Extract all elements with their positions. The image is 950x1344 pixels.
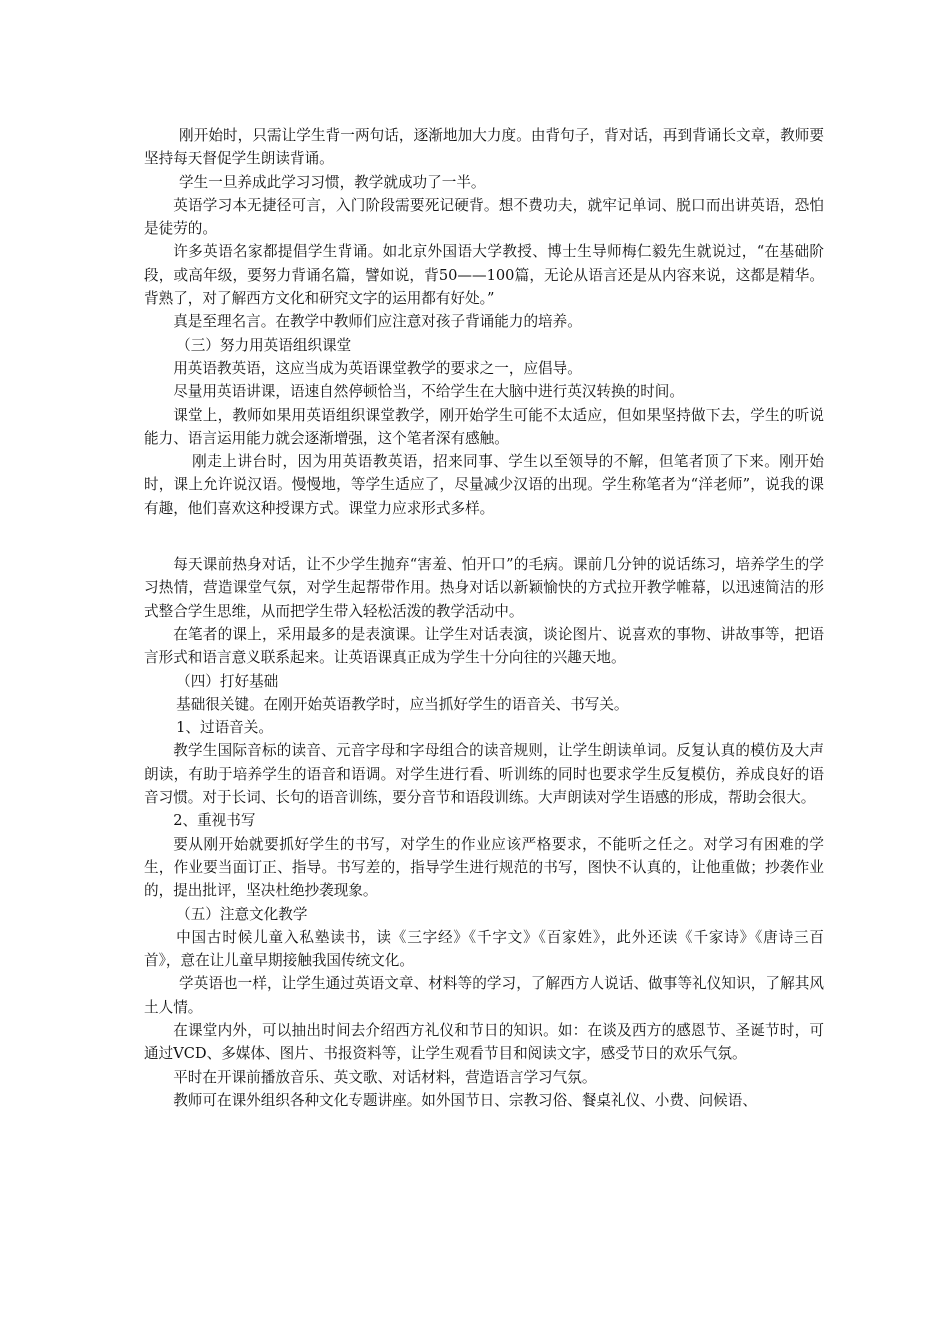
paragraph: 教师可在课外组织各种文化专题讲座。如外国节日、宗教习俗、餐桌礼仪、小费、问候语、	[173, 1091, 757, 1109]
paragraph: 基础很关键。在刚开始英语教学时，应当抓好学生的语音关、书写关。	[176, 695, 629, 713]
subsection-heading: 1、过语音关。	[176, 719, 273, 737]
paragraph: 课堂上，教师如果用英语组织课堂教学，刚开始学生可能不太适应，但如果坚持做下去，学生的听说能力、语言运用能力就会逐渐增强，这个笔者深有感触。	[144, 406, 824, 447]
paragraph: 学生一旦养成此学习习惯，教学就成功了一半。	[179, 173, 486, 191]
paragraph: 中国古时候儿童入私塾读书，读《三字经》《千字文》《百家姓》，此外还读《千家诗》《唐诗三百首》，意在让儿童早期接触我国传统文化。	[144, 928, 824, 970]
section-heading: （四）打好基础	[176, 672, 279, 690]
paragraph: 每天课前热身对话，让不少学生抛弃“害羞、怕开口”的毛病。课前几分钟的说话练习，培养学生的学习热情，营造课堂气氛，对学生起帮带作用。热身对话以新颖愉快的方式拉开教学帷幕，以迅速简洁的形式整合学生思维，从而把学生带入轻松活泼的教学活动中。	[144, 556, 824, 620]
paragraph: 许多英语名家都提倡学生背诵。如北京外国语大学教授、博士生导师梅仁毅先生就说过，“在基础阶段，或高年级，要努力背诵名篇，譬如说，背50——100篇，无论从语言还是从内容来说，这都是精华。背熟了，对了解西方文化和研究文字的运用都有好处。”	[144, 243, 824, 308]
section-heading: （五）注意文化教学	[176, 905, 308, 923]
paragraph: 尽量用英语讲课，语速自然停顿恰当，不给学生在大脑中进行英汉转换的时间。	[173, 383, 684, 401]
section-heading: （三）努力用英语组织课堂	[176, 336, 352, 354]
paragraph: 英语学习本无捷径可言，入门阶段需要死记硬背。想不费功夫，就牢记单词、脱口而出讲英语，恐怕是徒劳的。	[144, 196, 824, 238]
subsection-heading: 2、重视书写	[173, 812, 256, 830]
paragraph: 在笔者的课上，采用最多的是表演课。让学生对话表演，谈论图片、说喜欢的事物、讲故事等，把语言形式和语言意义联系起来。让英语课真正成为学生十分向往的兴趣天地。	[144, 625, 824, 667]
paragraph: 刚走上讲台时，因为用英语教英语，招来同事、学生以至领导的不解，但笔者顶了下来。刚开始时，课上允许说汉语。慢慢地，等学生适应了，尽量减少汉语的出现。学生称笔者为“洋老师”，说我的课有趣，他们喜欢这种授课方式。课堂力应求形式多样。	[144, 453, 824, 517]
paragraph: 教学生国际音标的读音、元音字母和字母组合的读音规则，让学生朗读单词。反复认真的模仿及大声朗读，有助于培养学生的语音和语调。对学生进行看、听训练的同时也要求学生反复模仿，养成良好的语音习惯。对于长词、长句的语音训练，要分音节和语段训练。大声朗读对学生语感的形成，帮助会很大。	[144, 742, 824, 807]
blank-line	[144, 520, 824, 553]
paragraph: 在课堂内外，可以抽出时间去介绍西方礼仪和节日的知识。如：在谈及西方的感恩节、圣诞节时，可通过VCD、多媒体、图片、书报资料等，让学生观看节目和阅读文字，感受节日的欢乐气氛。	[144, 1021, 824, 1063]
paragraph: 学英语也一样，让学生通过英语文章、材料等的学习，了解西方人说话、做事等礼仪知识，了解其风土人情。	[144, 975, 824, 1016]
paragraph: 要从刚开始就要抓好学生的书写，对学生的作业应该严格要求，不能听之任之。对学习有困难的学生，作业要当面订正、指导。书写差的，指导学生进行规范的书写，图快不认真的，让他重做；抄袭作业的，提出批评，坚决杜绝抄袭现象。	[144, 835, 824, 900]
paragraph: 刚开始时，只需让学生背一两句话，逐渐地加大力度。由背句子，背对话，再到背诵长文章，教师要坚持每天督促学生朗读背诵。	[144, 127, 824, 168]
paragraph: 平时在开课前播放音乐、英文歌、对话材料，营造语言学习气氛。	[173, 1068, 597, 1086]
document-page	[144, 124, 824, 1112]
paragraph: 用英语教英语，这应当成为英语课堂教学的要求之一，应倡导。	[173, 359, 582, 377]
paragraph: 真是至理名言。在教学中教师们应注意对孩子背诵能力的培养。	[173, 313, 582, 331]
